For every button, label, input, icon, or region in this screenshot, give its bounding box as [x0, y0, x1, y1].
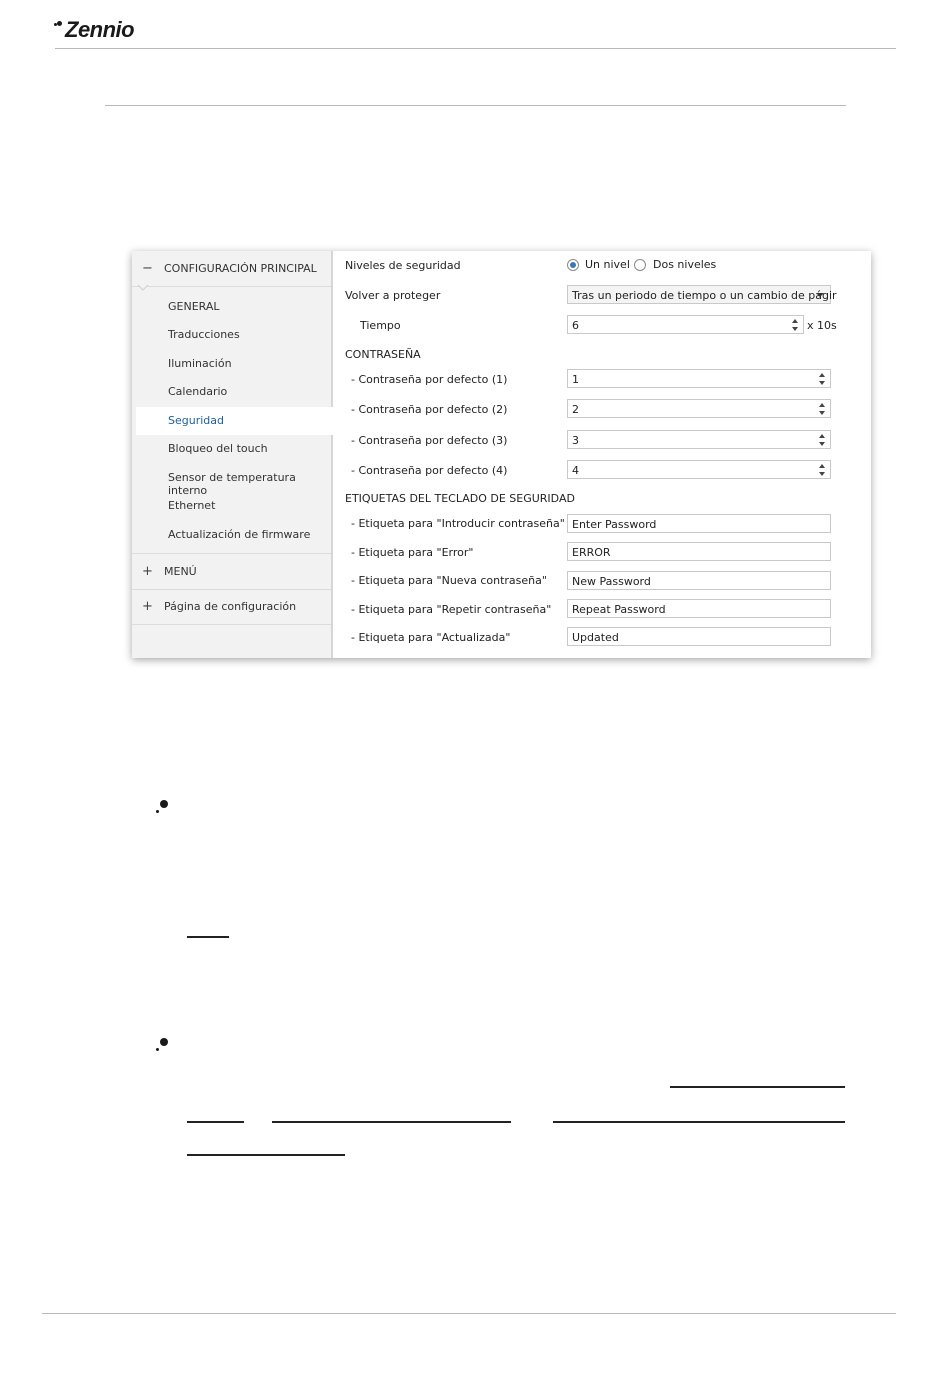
password-3-value: 3 — [572, 434, 579, 447]
bullet-icon — [156, 800, 168, 814]
sidebar-section-label: Página de configuración — [164, 600, 297, 613]
reprotect-dropdown[interactable] — [567, 285, 837, 304]
section-divider — [105, 105, 846, 106]
label-new-password-input[interactable] — [567, 571, 831, 590]
password-section-title: CONTRASEÑA — [345, 348, 421, 361]
expand-icon[interactable]: + — [142, 599, 153, 614]
link-underline[interactable] — [553, 1121, 845, 1123]
password-1-label: - Contraseña por defecto (1) — [351, 373, 508, 386]
sidebar-item-label: GENERAL — [168, 300, 220, 313]
sidebar-section-label: MENÚ — [164, 565, 197, 578]
sidebar-item-sensor-temperatura[interactable] — [136, 464, 331, 497]
reprotect-value: Tras un periodo de tiempo o un cambio de págir — [572, 289, 837, 302]
radio-un-nivel[interactable] — [567, 259, 579, 271]
password-3-stepper[interactable] — [567, 430, 831, 449]
spinner-arrows-icon[interactable] — [819, 433, 826, 447]
password-1-value: 1 — [572, 373, 579, 386]
time-stepper[interactable] — [567, 315, 804, 334]
sidebar-section-menu[interactable] — [132, 553, 331, 590]
security-levels-label: Niveles de seguridad — [345, 259, 461, 272]
footer-divider — [42, 1313, 896, 1314]
zennio-logo — [56, 17, 134, 43]
link-underline[interactable] — [272, 1121, 511, 1123]
password-2-label: - Contraseña por defecto (2) — [351, 403, 508, 416]
label-new-password-value: New Password — [572, 575, 651, 588]
expand-icon[interactable]: + — [142, 564, 153, 579]
label-new-password-label: - Etiqueta para "Nueva contraseña" — [351, 574, 547, 587]
password-3-label: - Contraseña por defecto (3) — [351, 434, 508, 447]
link-underline[interactable] — [187, 1121, 244, 1123]
bullet-icon — [156, 1038, 168, 1052]
label-error-input[interactable] — [567, 542, 831, 561]
sidebar-item-label: Ethernet — [168, 499, 216, 512]
link-underline[interactable] — [187, 1154, 345, 1156]
time-unit: x 10s — [807, 319, 837, 332]
label-updated-input[interactable] — [567, 627, 831, 646]
sidebar-item-label: Traducciones — [168, 328, 240, 341]
sidebar-item-label: Seguridad — [168, 414, 224, 427]
radio-dos-niveles[interactable] — [634, 259, 646, 271]
label-updated-value: Updated — [572, 631, 619, 644]
sidebar-item-seguridad[interactable] — [136, 407, 333, 435]
sidebar-section-pagina-configuracion[interactable] — [132, 589, 331, 625]
password-1-stepper[interactable] — [567, 369, 831, 388]
spinner-arrows-icon[interactable] — [819, 463, 826, 477]
logo-dots-icon — [54, 21, 62, 29]
label-enter-password-label: - Etiqueta para "Introducir contraseña" — [351, 517, 565, 530]
spinner-arrows-icon[interactable] — [819, 402, 826, 416]
label-error-value: ERROR — [572, 546, 611, 559]
radio-un-nivel-label[interactable]: Un nivel — [585, 258, 630, 271]
parameter-content — [333, 251, 871, 658]
label-repeat-password-value: Repeat Password — [572, 603, 666, 616]
sidebar-item-bloqueo-touch[interactable] — [136, 435, 331, 463]
sidebar-section-label: CONFIGURACIÓN PRINCIPAL — [164, 262, 317, 275]
sidebar-item-actualizacion-firmware[interactable] — [136, 521, 331, 549]
sidebar-item-label: Sensor de temperatura interno — [168, 471, 296, 497]
sidebar-item-traducciones[interactable] — [136, 321, 331, 349]
parameter-sidebar — [132, 251, 333, 658]
chevron-down-icon — [816, 293, 824, 297]
tree-notch-icon — [138, 285, 148, 291]
sidebar-item-general[interactable] — [136, 293, 331, 321]
logo-text: Zennio — [65, 17, 135, 42]
password-2-value: 2 — [572, 403, 579, 416]
sidebar-item-label: Calendario — [168, 385, 228, 398]
link-underline[interactable] — [670, 1086, 845, 1088]
password-4-value: 4 — [572, 464, 579, 477]
header-divider — [55, 48, 896, 49]
label-repeat-password-label: - Etiqueta para "Repetir contraseña" — [351, 603, 552, 616]
password-2-stepper[interactable] — [567, 399, 831, 418]
sidebar-item-label: Iluminación — [168, 357, 232, 370]
spinner-arrows-icon[interactable] — [792, 318, 799, 332]
labels-section-title: ETIQUETAS DEL TECLADO DE SEGURIDAD — [345, 492, 575, 505]
underlined-text-fragment — [187, 936, 229, 938]
reprotect-label: Volver a proteger — [345, 289, 441, 302]
label-updated-label: - Etiqueta para "Actualizada" — [351, 631, 511, 644]
time-value: 6 — [572, 319, 579, 332]
sidebar-item-calendario[interactable] — [136, 378, 331, 406]
label-enter-password-input[interactable] — [567, 514, 831, 533]
collapse-icon[interactable]: − — [142, 261, 153, 276]
label-error-label: - Etiqueta para "Error" — [351, 546, 474, 559]
sidebar-section-configuracion-principal[interactable] — [132, 251, 331, 287]
sidebar-item-label: Actualización de firmware — [168, 528, 311, 541]
time-label: Tiempo — [360, 319, 401, 332]
etsa-parameters-window — [132, 251, 871, 658]
spinner-arrows-icon[interactable] — [819, 372, 826, 386]
password-4-stepper[interactable] — [567, 460, 831, 479]
password-4-label: - Contraseña por defecto (4) — [351, 464, 508, 477]
radio-dos-niveles-label[interactable]: Dos niveles — [653, 258, 717, 271]
label-enter-password-value: Enter Password — [572, 518, 657, 531]
sidebar-item-label: Bloqueo del touch — [168, 442, 268, 455]
sidebar-item-iluminacion[interactable] — [136, 350, 331, 378]
sidebar-item-ethernet[interactable] — [136, 492, 331, 520]
label-repeat-password-input[interactable] — [567, 599, 831, 618]
